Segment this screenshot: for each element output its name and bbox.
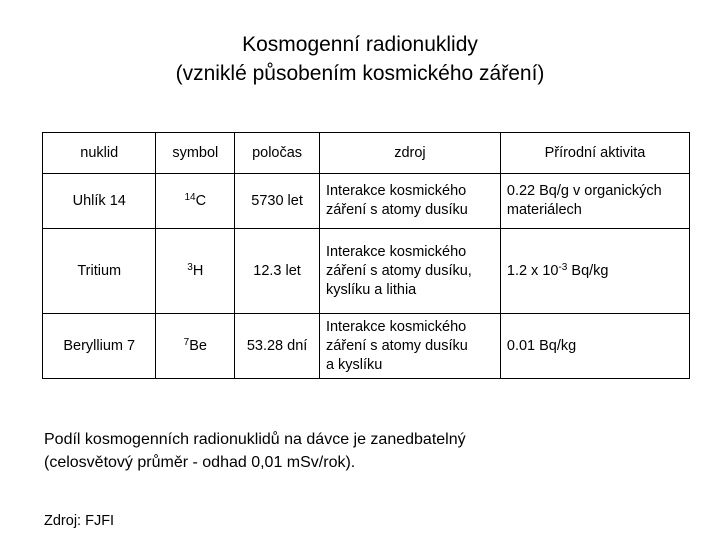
note-line-2: (celosvětový průměr - odhad 0,01 mSv/rok).: [44, 454, 356, 471]
header-nuklid: nuklid: [43, 133, 156, 174]
aktivita-unit: Bq/kg: [567, 263, 609, 279]
cell-nuklid: Beryllium 7: [43, 314, 156, 379]
cell-polocas: 53.28 dní: [235, 314, 320, 379]
table-row: [43, 314, 690, 379]
aktivita-exponent: -3: [558, 262, 568, 273]
header-zdroj: zdroj: [319, 133, 500, 174]
zdroj-line: Interakce kosmického: [325, 183, 467, 199]
cell-nuklid: Tritium: [43, 229, 156, 314]
title-line-2: (vzniklé působením kosmického záření): [175, 62, 545, 85]
cell-zdroj: [319, 229, 500, 314]
header-polocas: poločas: [235, 133, 320, 174]
cell-aktivita: [500, 229, 689, 314]
cell-symbol: [156, 229, 235, 314]
aktivita-base: 1.2 x 10: [506, 263, 559, 279]
mass-number: 3: [187, 262, 193, 273]
table-row: [43, 229, 690, 314]
cell-zdroj: [319, 174, 500, 229]
cell-polocas: 12.3 let: [235, 229, 320, 314]
radionuclide-table: [42, 132, 690, 379]
cell-aktivita: [500, 314, 689, 379]
cell-polocas: 5730 let: [235, 174, 320, 229]
table-header-row: [43, 133, 690, 174]
aktivita-line: materiálech: [506, 202, 582, 218]
mass-number: 7: [183, 337, 190, 348]
zdroj-line: Interakce kosmického: [325, 318, 467, 335]
header-aktivita: Přírodní aktivita: [500, 133, 689, 174]
zdroj-line: a kyslíku: [325, 356, 383, 373]
zdroj-line: záření s atomy dusíku,: [325, 262, 472, 279]
cell-zdroj: [319, 314, 500, 379]
zdroj-line: záření s atomy dusíku: [325, 337, 468, 354]
cell-symbol: [156, 314, 235, 379]
aktivita-line: 0.01 Bq/kg: [506, 337, 577, 354]
element-symbol: H: [192, 263, 204, 279]
page-title: [0, 30, 720, 88]
mass-number: 14: [184, 192, 196, 203]
cell-symbol: [156, 174, 235, 229]
cell-nuklid: Uhlík 14: [43, 174, 156, 229]
note-text: [44, 428, 466, 474]
zdroj-line: záření s atomy dusíku: [325, 202, 468, 218]
cell-aktivita: [500, 174, 689, 229]
title-line-1: Kosmogenní radionuklidy: [242, 33, 478, 56]
zdroj-line: Interakce kosmického: [325, 243, 467, 260]
source-credit: Zdroj: FJFI: [44, 513, 115, 529]
element-symbol: C: [195, 193, 207, 209]
table-row: [43, 174, 690, 229]
aktivita-line: 0.22 Bq/g v organických: [506, 183, 662, 199]
header-symbol: symbol: [156, 133, 235, 174]
zdroj-line: kyslíku a lithia: [325, 281, 417, 298]
element-symbol: Be: [189, 338, 207, 354]
note-line-1: Podíl kosmogenních radionuklidů na dávce je zanedbatelný: [44, 431, 466, 448]
